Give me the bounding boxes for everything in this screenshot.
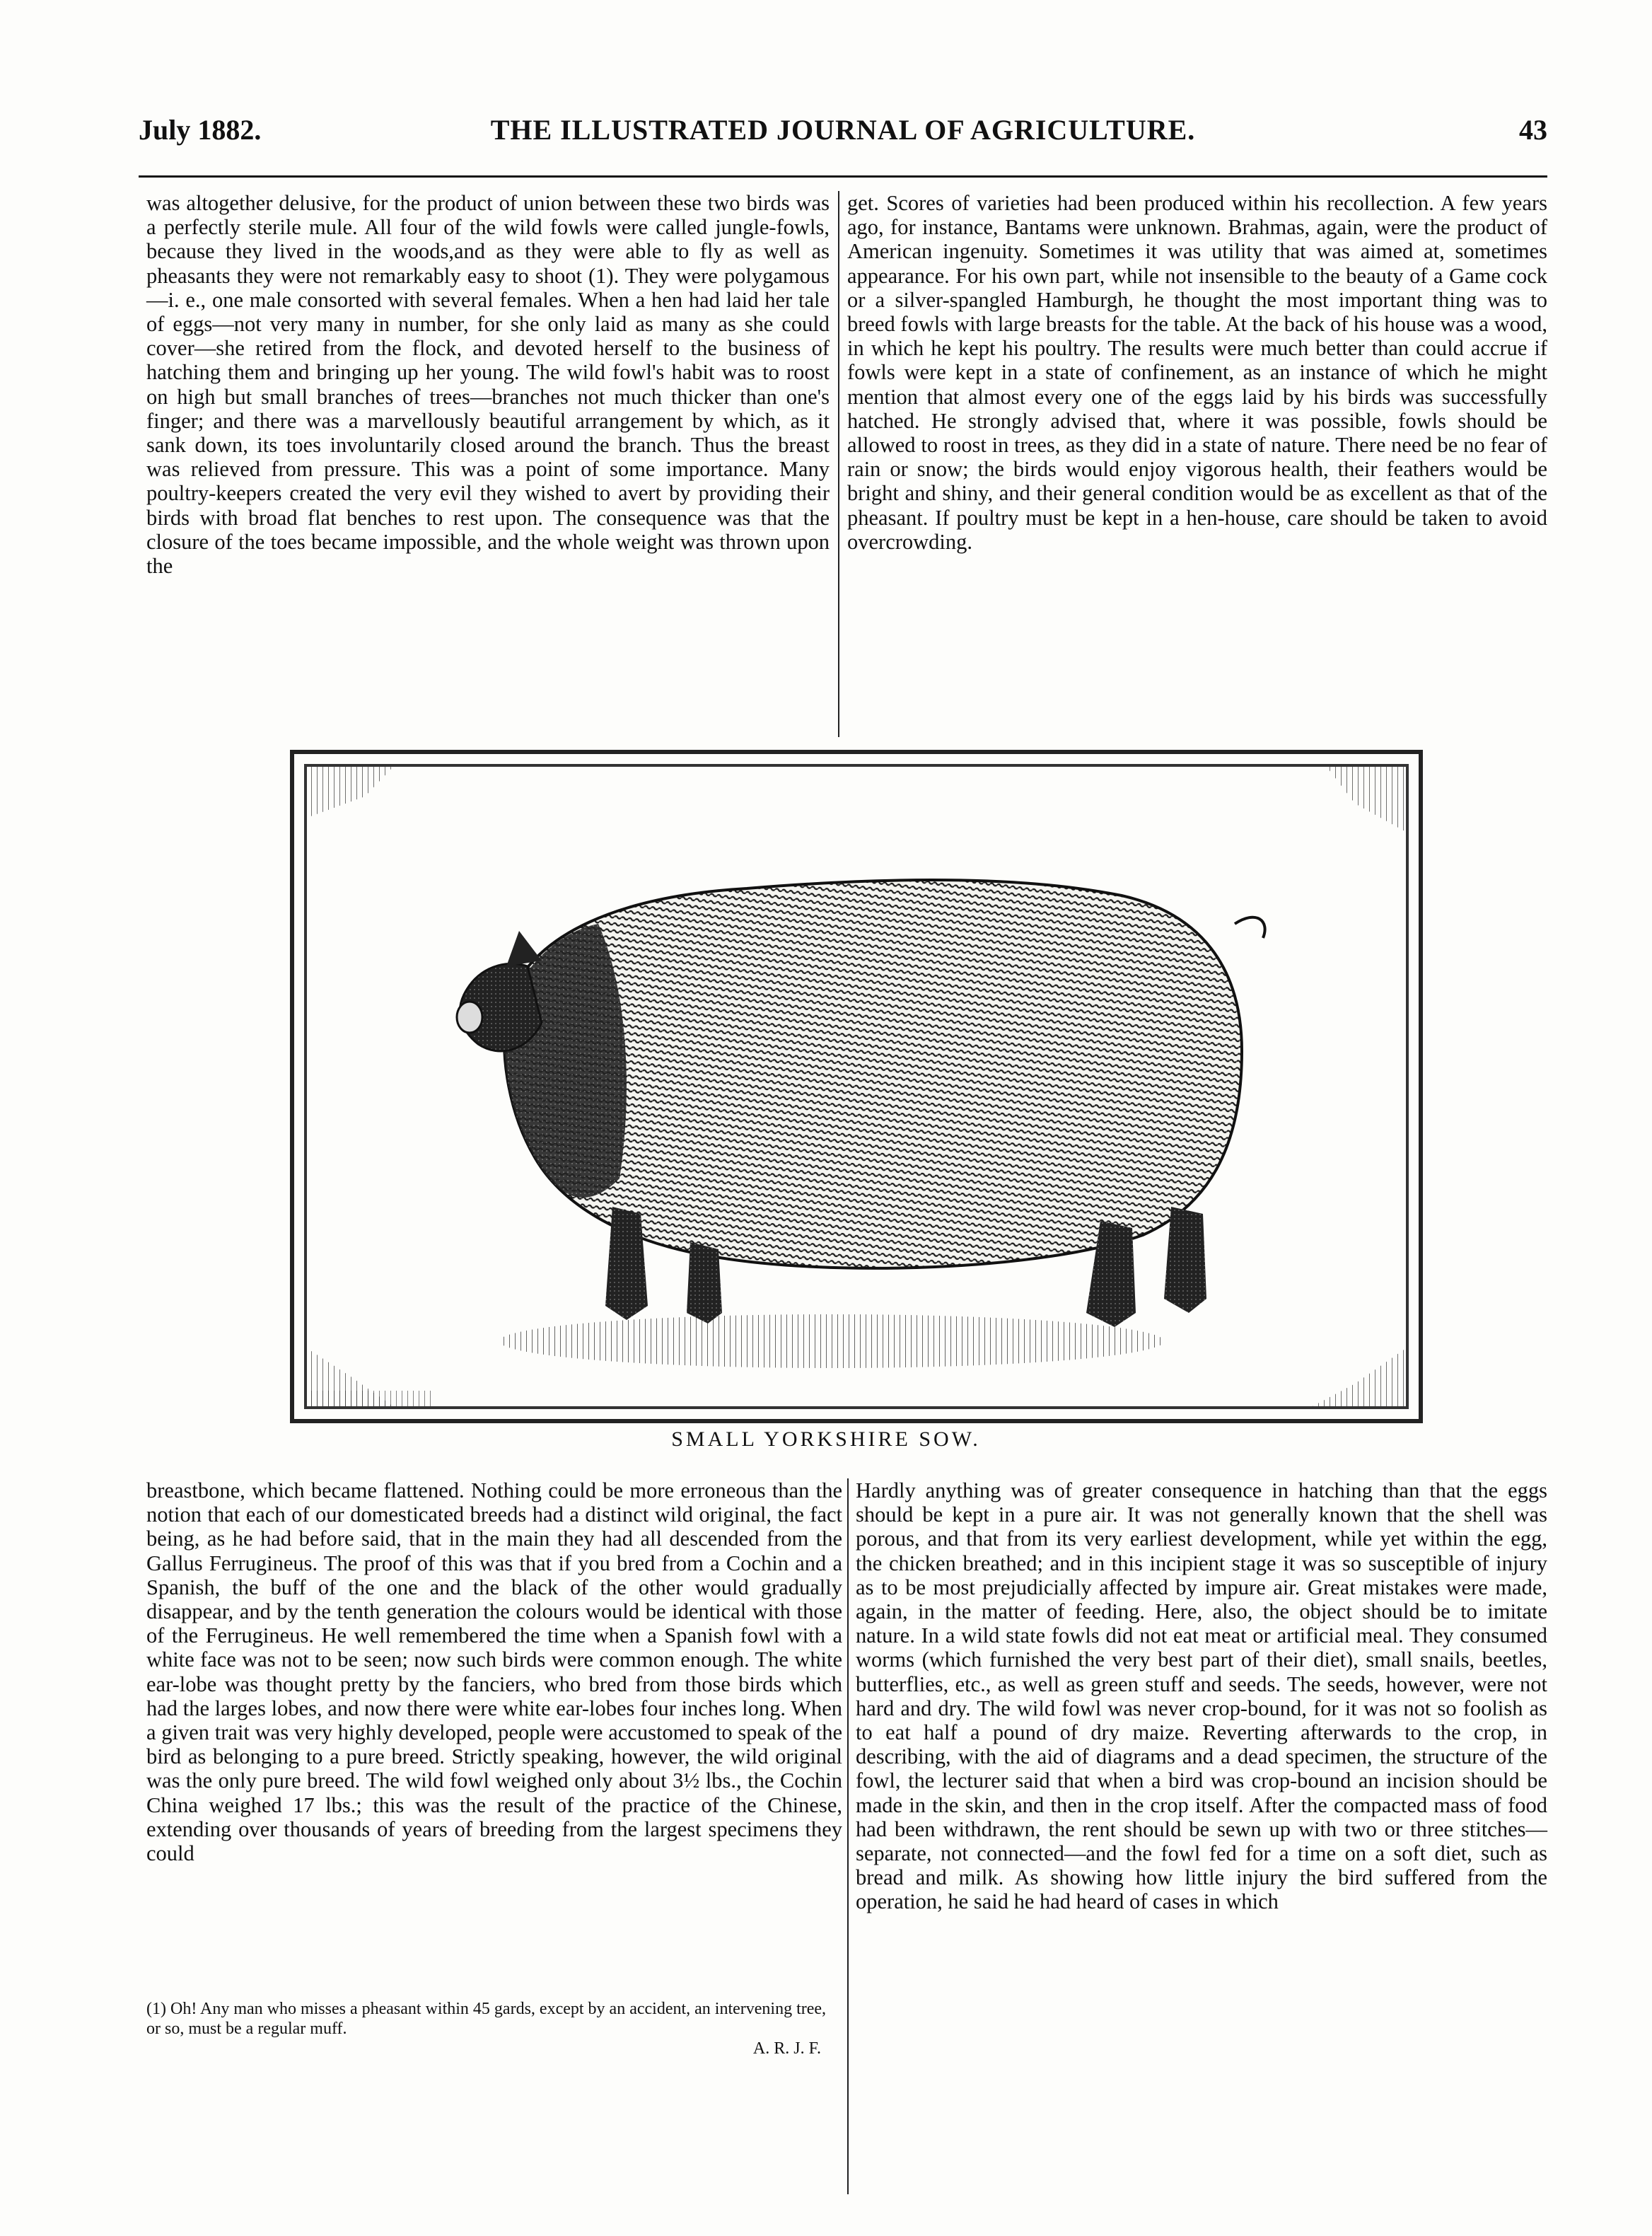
- column-top-right: [847, 191, 1547, 554]
- footnote-text: (1) Oh! Any man who misses a pheasant within 45 gards, except by an accident, an intervening tree, or so, must be a regular muff.: [146, 2000, 827, 2038]
- paragraph-top-right: get. Scores of varieties had been produced within his recollection. A few years ago, for instance, Bantams were unknown. Brahmas, again, were the product of American ingenuity. Sometimes it was utility that was aimed at, sometimes appearance. For his own part, while not insensible to the beauty of a Game cock or a silver-spangled Hamburgh, he thought the most important thing was to breed fowls with large breasts for the table. At the back of his house was a wood, in which he kept his poultry. The results were much better than could accrue if fowls were kept in a state of confinement, as an instance of which he might mention that almost every one of the eggs laid by his birds was successfully hatched. He strongly advised that, where it was possible, fowls should be allowed to roost in trees, as they did in a state of nature. There need be no fear of rain or snow; the birds would enjoy vigorous health, their feathers would be bright and shiny, and their general condition would be as excellent as that of the pheasant. If poultry must be kept in a hen-house, care should be taken to avoid overcrowding.: [847, 191, 1547, 554]
- paragraph-bottom-left: breastbone, which became flattened. Nothing could be more erroneous than the notion that each of our domesticated breeds had a distinct wild original, the fact being, as he had before said, that in the main they had all descended from the Gallus Ferrugineus. The proof of this was that if you bred from a Cochin and a Spanish, the buff of the one and the black of the other would gradually disappear, and by the tenth generation the colours would be identical with those of the Ferrugineus. He well remembered the time when a Spanish fowl with a white face was not to be seen; now such birds were common enough. The white ear-lobe was thought pretty by the fanciers, who bred from those birds which had the larges lobes, and now there were white ear-lobes four inches long. When a given trait was very highly developed, people were accustomed to speak of the bird as belonging to a pure breed. Strictly speaking, however, the wild original was the only pure breed. The wild fowl weighed only about 3½ lbs., the Cochin China weighed 17 lbs.; this was the result of the practice of the Chinese, extending over thousands of years of breeding from the largest specimens they could: [146, 1478, 842, 1866]
- header-title: THE ILLUSTRATED JOURNAL OF AGRICULTURE.: [490, 114, 1196, 146]
- page-number: 43: [1519, 114, 1547, 146]
- running-header: [139, 106, 1547, 156]
- paragraph-bottom-right: Hardly anything was of greater consequence in hatching than that the eggs should be kept in a pure air. It was not generally known that the shell was porous, and that from its very earliest development, while yet within the egg, the chicken breathed; and in this incipient stage it was so susceptible of injury as to be most prejudicially affected by impure air. Great mistakes were made, again, in the matter of feeding. Here, also, the object should be to imitate nature. In a wild state fowls did not eat meat or artificial meal. They consumed worms (which furnished the very best part of their diet), small snails, beetles, butterflies, etc., as well as green stuff and seeds. The seeds, however, were not hard and dry. The wild fowl was never crop-bound, for it was not so foolish as to eat half a pound of dry maize. Reverting afterwards to the crop, in describing, with the aid of diagrams and a dead specimen, the structure of the fowl, the lecturer said that when a bird was crop-bound an incision should be made in the skin, and then in the crop itself. After the compacted mass of food had been withdrawn, the rent should be sewn up with two or three stitches—separate, not connected—and the fowl fed for a time on a soft diet, such as bread and milk. As showing how little injury the bird suffered from the operation, he said he had heard of cases in which: [856, 1478, 1547, 1914]
- footnote: [146, 1999, 842, 2058]
- header-rule: [139, 175, 1547, 178]
- column-bottom-right: [856, 1478, 1547, 1914]
- figure-caption: SMALL YORKSHIRE SOW.: [671, 1427, 981, 1451]
- column-divider-top: [838, 191, 839, 737]
- paragraph-top-left: was altogether delusive, for the product of union between these two birds was a perfectly sterile mule. All four of the wild fowls were called jungle-fowls, because they lived in the woods,and as they were able to fly as well as pheasants they were not remarkably easy to shoot (1). They were polygamous —i. e., one male consorted with several females. When a hen had laid her tale of eggs—not very many in number, for she only laid as many as she could cover—she retired from the flock, and devoted herself to the business of hatching them and bringing up her young. The wild fowl's habit was to roost on high but small branches of trees—branches not much thicker than one's finger; and there was a marvellously beautiful arrangement by which, as it sank down, its toes involuntarily closed around the branch. Thus the breast was relieved from pressure. This was a point of some importance. Many poultry-keepers created the very evil they wished to avert by providing their birds with broad flat benches to rest upon. The consequence was that the closure of the toes became impossible, and the whole weight was thrown upon the: [146, 191, 830, 579]
- column-divider-bottom: [847, 1478, 849, 2194]
- column-bottom-left: [146, 1478, 842, 1865]
- column-top-left: [146, 191, 830, 578]
- header-date: July 1882.: [139, 114, 262, 146]
- engraving-figure: [290, 750, 1423, 1423]
- footnote-signature: A. R. J. F.: [752, 2039, 821, 2058]
- sow-illustration: [294, 754, 1419, 1419]
